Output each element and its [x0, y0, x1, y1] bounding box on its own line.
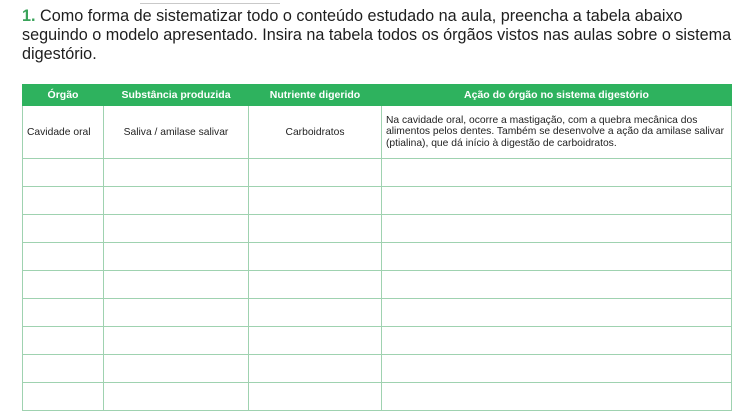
blank-cell[interactable]	[23, 271, 104, 299]
blank-cell[interactable]	[23, 383, 104, 411]
blank-cell[interactable]	[23, 327, 104, 355]
blank-cell[interactable]	[249, 243, 382, 271]
table-row-blank	[23, 215, 732, 243]
blank-cell[interactable]	[249, 299, 382, 327]
blank-cell[interactable]	[23, 243, 104, 271]
header-organ: Órgão	[23, 85, 104, 106]
blank-cell[interactable]	[382, 187, 732, 215]
exercise-statement	[22, 7, 738, 64]
blank-cell[interactable]	[382, 271, 732, 299]
digestive-organs-table	[22, 84, 732, 411]
blank-cell[interactable]	[104, 243, 249, 271]
cell-nutrient: Carboidratos	[249, 106, 382, 159]
table-row-blank	[23, 187, 732, 215]
table-row-blank	[23, 159, 732, 187]
table-header-row	[23, 85, 732, 106]
blank-cell[interactable]	[249, 383, 382, 411]
blank-cell[interactable]	[382, 215, 732, 243]
blank-cell[interactable]	[23, 299, 104, 327]
blank-cell[interactable]	[104, 355, 249, 383]
blank-cell[interactable]	[382, 355, 732, 383]
cell-action: Na cavidade oral, ocorre a mastigação, com a quebra mecânica dos alimentos pelos dentes. Também se desenvolve a ação da amilase salivar (ptialina), que dá início à digestão de carboidratos.	[382, 106, 732, 159]
blank-cell[interactable]	[104, 299, 249, 327]
table-row-blank	[23, 271, 732, 299]
blank-cell[interactable]	[104, 215, 249, 243]
blank-cell[interactable]	[249, 215, 382, 243]
blank-cell[interactable]	[249, 187, 382, 215]
blank-cell[interactable]	[249, 159, 382, 187]
blank-cell[interactable]	[104, 383, 249, 411]
cell-organ: Cavidade oral	[23, 106, 104, 159]
blank-cell[interactable]	[382, 327, 732, 355]
blank-cell[interactable]	[104, 159, 249, 187]
table-row-blank	[23, 299, 732, 327]
blank-cell[interactable]	[104, 187, 249, 215]
blank-cell[interactable]	[23, 187, 104, 215]
blank-cell[interactable]	[382, 159, 732, 187]
blank-cell[interactable]	[23, 215, 104, 243]
header-action: Ação do órgão no sistema digestório	[382, 85, 732, 106]
table-row-blank	[23, 243, 732, 271]
cell-substance: Saliva / amilase salivar	[104, 106, 249, 159]
table-row-blank	[23, 355, 732, 383]
blank-cell[interactable]	[382, 299, 732, 327]
blank-cell[interactable]	[249, 271, 382, 299]
exercise-text: Como forma de sistematizar todo o conteúdo estudado na aula, preencha a tabela abaixo seguindo o modelo apresentado. Insira na tabela todos os órgãos vistos nas aulas sobre o sistema digestório.	[22, 7, 732, 63]
blank-cell[interactable]	[23, 159, 104, 187]
exercise-number: 1.	[22, 7, 36, 25]
blank-cell[interactable]	[382, 243, 732, 271]
blank-cell[interactable]	[249, 355, 382, 383]
table-row-example	[23, 106, 732, 159]
header-substance: Substância produzida	[104, 85, 249, 106]
table-row-blank	[23, 383, 732, 411]
header-nutrient: Nutriente digerido	[249, 85, 382, 106]
blank-cell[interactable]	[104, 271, 249, 299]
top-divider	[140, 3, 280, 4]
blank-cell[interactable]	[249, 327, 382, 355]
blank-cell[interactable]	[23, 355, 104, 383]
table-row-blank	[23, 327, 732, 355]
blank-cell[interactable]	[382, 383, 732, 411]
blank-cell[interactable]	[104, 327, 249, 355]
